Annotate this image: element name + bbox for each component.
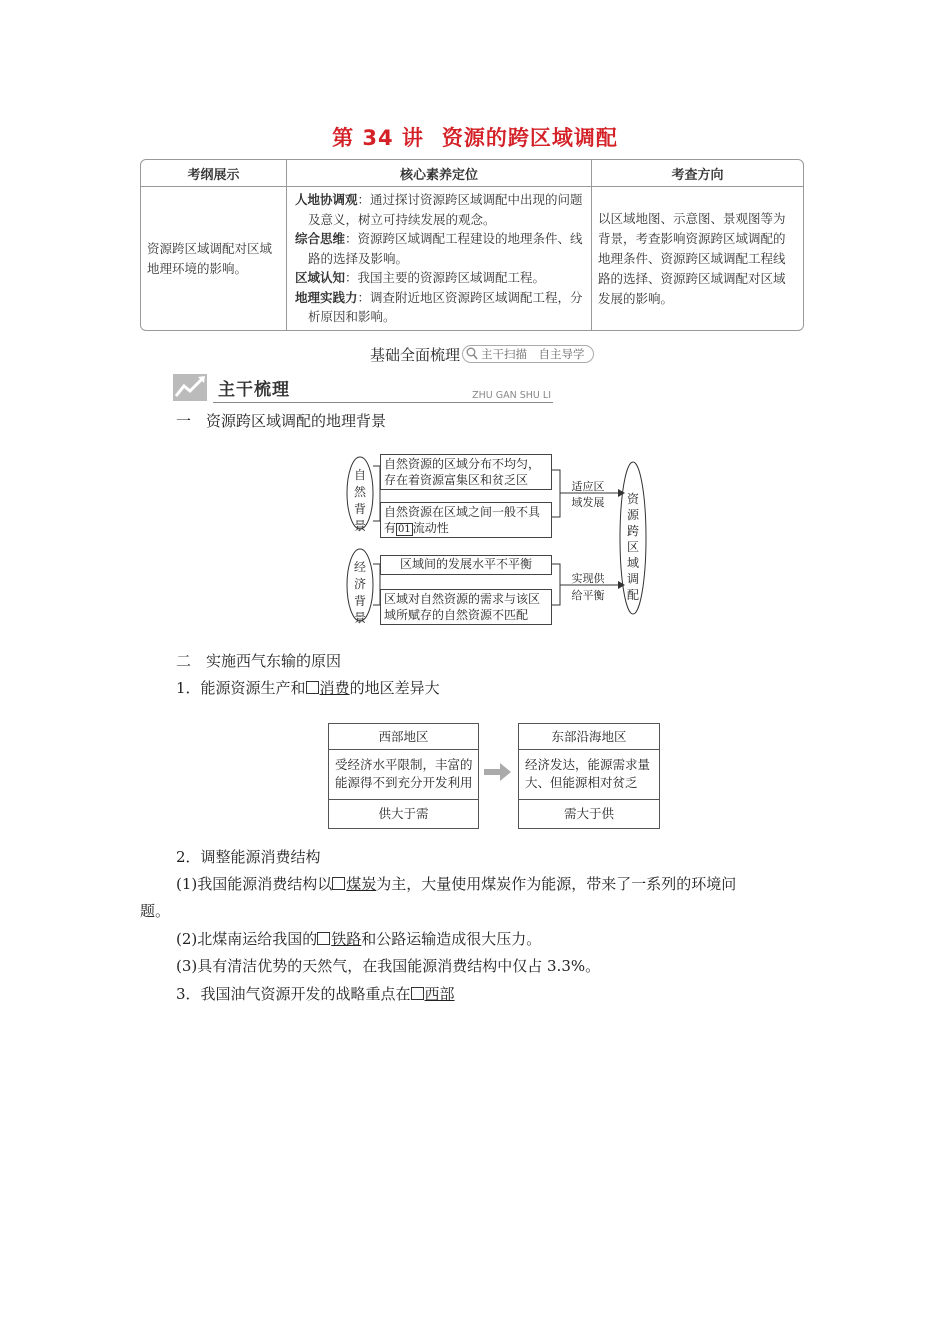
blank-box-icon — [317, 932, 330, 945]
part1-heading: 一 资源跨区域调配的地理背景 — [176, 412, 387, 430]
divider — [213, 402, 553, 403]
economic-background-label: 经济背景 — [354, 560, 367, 625]
direction-cell: 以区域地图、示意图、景观图等为背景，考查影响资源跨区域调配的地理条件、资源跨区域调配工程线路的选择、资源跨区域调配对区域发展的影响。 — [598, 210, 786, 306]
outline-cell: 资源跨区域调配对区域地理环境的影响。 — [141, 187, 287, 331]
natural-reason-2: 自然资源在区域之间一般不具有 01 流动性 — [380, 502, 552, 538]
reason-1: 1．能源资源生产和 消费的地区差异大 — [176, 679, 440, 697]
literacy-item: 人地协调观：通过探讨资源跨区域调配中出现的问题及意义，树立可持续发展的观念。 — [295, 192, 583, 227]
arrow-label-2: 实现供 给平衡 — [571, 572, 605, 602]
header-direction: 考查方向 — [592, 160, 804, 187]
reason-2: 2．调整能源消费结构 — [176, 848, 321, 866]
reason-3: 3．我国油气资源开发的战略重点在 西部 — [176, 985, 455, 1003]
west-desc: 受经济水平限制，丰富的能源得不到充分开发利用 — [329, 750, 478, 800]
header-literacy: 核心素养定位 — [287, 160, 592, 187]
west-title: 西部地区 — [329, 724, 478, 750]
natural-reason-1: 自然资源的区域分布不均匀，存在着资源富集区和贫乏区 — [380, 454, 552, 490]
section-title: 基础全面梳理 — [370, 346, 461, 364]
blank-box-icon — [332, 877, 345, 890]
literacy-item: 综合思维：资源跨区域调配工程建设的地理条件、线路的选择及影响。 — [295, 231, 583, 266]
east-title: 东部沿海地区 — [519, 724, 659, 750]
east-foot: 需大于供 — [563, 806, 614, 821]
reason-2-point-2: (2)北煤南运给我国的 铁路和公路运输造成很大压力。 — [176, 930, 542, 948]
zhugan-label: 主干梳理 — [218, 380, 290, 400]
economic-reason-1: 区域间的发展水平不平衡 — [380, 555, 552, 575]
zhugan-header — [173, 372, 553, 406]
section-bar — [370, 344, 594, 365]
literacy-item: 地理实践力：调查附近地区资源跨区域调配工程，分析原因和影响。 — [295, 289, 583, 325]
natural-background-label: 自然背景 — [354, 468, 367, 533]
west-region-box — [328, 723, 479, 829]
west-foot: 供大于需 — [378, 806, 429, 821]
page-title — [0, 122, 950, 152]
background-diagram — [340, 448, 650, 628]
reason-2-point-3: (3)具有清洁优势的天然气，在我国能源消费结构中仅占 3.3%。 — [176, 957, 601, 975]
lecture-number: 第 34 讲 — [332, 126, 424, 150]
course-table — [140, 159, 804, 331]
reason-2-point-1: (1)我国能源消费结构以 煤炭为主，大量使用煤炭作为能源，带来了一系列的环境问 — [176, 875, 737, 893]
chart-trend-icon — [173, 372, 209, 406]
blank-box-icon — [411, 987, 424, 1000]
east-desc: 经济发达，能源需求量大、但能源相对贫乏 — [519, 750, 659, 800]
blank-number: 01 — [398, 524, 411, 535]
part2-heading: 二 实施西气东输的原因 — [176, 652, 342, 670]
east-region-box — [518, 723, 660, 829]
literacy-cell — [287, 187, 592, 331]
zhugan-pinyin: ZHU GAN SHU LI — [472, 390, 551, 401]
reason-2-point-1-cont: 题。 — [140, 902, 171, 920]
result-label: 资源跨区域调配 — [627, 492, 640, 602]
lecture-title: 资源的跨区域调配 — [441, 126, 618, 150]
blank-box-icon — [306, 681, 319, 694]
literacy-item: 区域认知：我国主要的资源跨区域调配工程。 — [295, 270, 546, 286]
section-pill: 主干扫描 自主导学 — [462, 345, 594, 363]
header-outline: 考纲展示 — [141, 160, 287, 187]
magnifier-icon — [466, 347, 478, 363]
economic-reason-2: 区域对自然资源的需求与该区域所赋存的自然资源不匹配 — [380, 589, 552, 625]
arrow-label-1: 适应区 域发展 — [571, 480, 605, 509]
arrow-right-icon — [484, 763, 512, 785]
